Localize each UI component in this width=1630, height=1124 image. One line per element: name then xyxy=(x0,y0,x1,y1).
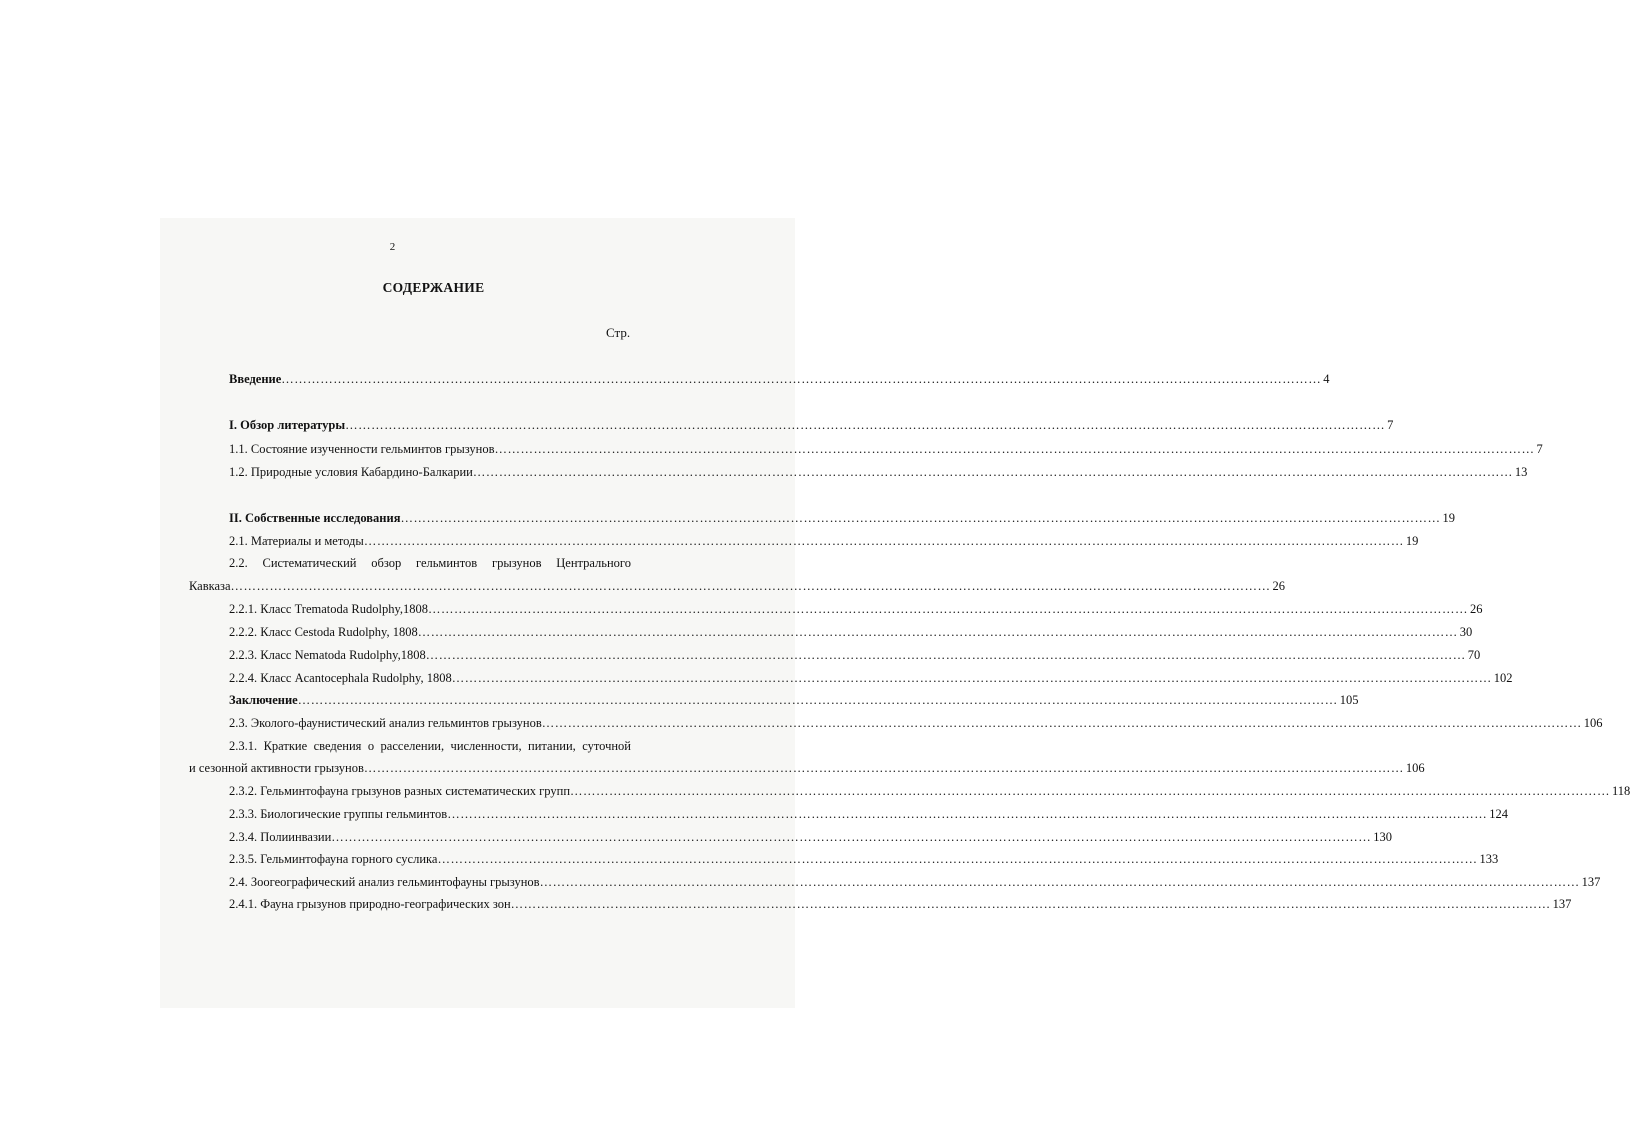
page-column-label: Стр. xyxy=(606,325,631,340)
toc-entry-page: 70 xyxy=(1467,648,1481,662)
toc-entry-2-2-1[interactable] xyxy=(229,601,1483,617)
toc-entry-page: 106 xyxy=(1405,761,1425,775)
leader-dots: …………………………………………………………………………………………………………………………………………………………………………………………………………………… xyxy=(230,579,1271,593)
toc-entry-page: 26 xyxy=(1272,579,1286,593)
toc-entry-text: 2.3.3. Биологические группы гельминтов xyxy=(229,807,448,821)
toc-entry-2-3-1-line2[interactable] xyxy=(189,760,1425,776)
page-number: 2 xyxy=(389,241,396,253)
toc-entry-text: 2.3.5. Гельминтофауна горного суслика xyxy=(229,852,438,866)
leader-dots: …………………………………………………………………………………………………………………………………………………………………………………………………………………… xyxy=(345,418,1386,432)
toc-entry-text: 2.2.3. Класс Nematoda Rudolphy,1808 xyxy=(229,648,426,662)
toc-entry-text: Введение xyxy=(229,372,282,386)
toc-entry-text: и сезонной активности грызунов xyxy=(189,761,364,775)
leader-dots: …………………………………………………………………………………………………………………………………………………………………………………………………………………… xyxy=(363,534,1404,548)
page-title: СОДЕРЖАНИЕ xyxy=(382,280,485,295)
toc-entry-2-2-4[interactable] xyxy=(229,670,1513,686)
toc-entry-page: 106 xyxy=(1583,716,1603,730)
toc-entry-page: 7 xyxy=(1536,442,1543,456)
toc-entry-page: 26 xyxy=(1470,602,1483,616)
toc-entry-page: 133 xyxy=(1479,852,1499,866)
toc-entry-text: II. Собственные исследования xyxy=(229,511,401,525)
toc-entry-text: 2.4.1. Фауна грызунов природно-географических зон xyxy=(229,897,511,911)
toc-entry-text: Заключение xyxy=(229,693,298,707)
toc-entry-text: Кавказа xyxy=(189,579,231,593)
toc-entry-page: 105 xyxy=(1339,693,1359,707)
toc-entry-page: 118 xyxy=(1612,784,1630,798)
toc-entry-text: 2.1. Материалы и методы xyxy=(229,534,364,548)
toc-entry-page: 130 xyxy=(1373,830,1393,844)
toc-entry-2-3-4[interactable] xyxy=(229,829,1393,845)
toc-entry-page: 4 xyxy=(1323,372,1330,386)
toc-entry-2-3[interactable] xyxy=(229,715,1603,731)
toc-entry-page: 7 xyxy=(1387,418,1394,432)
toc-entry-2-2-line2[interactable] xyxy=(189,578,1286,594)
toc-entry-text: 2.2.4. Класс Acantocephala Rudolphy, 1808 xyxy=(229,671,452,685)
leader-dots: …………………………………………………………………………………………………………………………………………………………………………………………………………………… xyxy=(400,511,1441,525)
toc-entry-text: 2.3.2. Гельминтофауна грызунов разных систематических групп xyxy=(229,784,571,798)
toc-entry-text: I. Обзор литературы xyxy=(229,418,346,432)
leader-dots: …………………………………………………………………………………………………………………………………………………………………………………………………………………… xyxy=(541,716,1582,730)
toc-entry-page: 13 xyxy=(1514,465,1528,479)
toc-entry-2-1[interactable] xyxy=(229,533,1419,549)
toc-entry-2-4[interactable] xyxy=(229,874,1601,890)
toc-entry-text: 1.1. Состояние изученности гельминтов грызунов xyxy=(229,442,495,456)
toc-entry-2-2-3[interactable] xyxy=(229,647,1481,663)
toc-entry-2-2-2[interactable] xyxy=(229,624,1473,640)
leader-dots: …………………………………………………………………………………………………………………………………………………………………………………………………………………… xyxy=(451,671,1492,685)
toc-entry-chapter-2[interactable] xyxy=(229,510,1455,526)
toc-entry-page: 19 xyxy=(1405,534,1419,548)
toc-entry-2-3-1-line1[interactable]: 2.3.1. Краткие сведения о расселении, численности, питании, суточной xyxy=(229,739,631,753)
toc-entry-page: 102 xyxy=(1493,671,1513,685)
toc-entry-text: 2.3.4. Полиинвазии xyxy=(229,830,332,844)
leader-dots: …………………………………………………………………………………………………………………………………………………………………………………………………………………… xyxy=(281,372,1322,386)
toc-entry-2-2-line1[interactable]: 2.2. Систематический обзор гельминтов грызунов Центрального xyxy=(229,556,631,570)
leader-dots: …………………………………………………………………………………………………………………………………………………………………………………………………………………… xyxy=(331,830,1372,844)
leader-dots: …………………………………………………………………………………………………………………………………………………………………………………………………………………… xyxy=(437,852,1478,866)
toc-entry-text: 1.2. Природные условия Кабардино-Балкарии xyxy=(229,465,473,479)
toc-entry-2-4-1[interactable] xyxy=(229,896,1572,912)
toc-entry-chapter-1[interactable] xyxy=(229,417,1394,433)
toc-entry-text: 2.4. Зоогеографический анализ гельминтофауны грызунов xyxy=(229,875,540,889)
leader-dots: …………………………………………………………………………………………………………………………………………………………………………………………………………………… xyxy=(539,875,1580,889)
leader-dots: …………………………………………………………………………………………………………………………………………………………………………………………………………………… xyxy=(510,897,1551,911)
leader-dots: …………………………………………………………………………………………………………………………………………………………………………………………………………………… xyxy=(428,602,1469,616)
toc-entry-page: 124 xyxy=(1489,807,1508,821)
toc-entry-1-1[interactable] xyxy=(229,441,1543,457)
toc-entry-page: 137 xyxy=(1581,875,1601,889)
toc-entry-text: 2.3. Эколого-фаунистический анализ гельминтов грызунов xyxy=(229,716,542,730)
toc-entry-conclusion[interactable] xyxy=(229,692,1359,708)
toc-entry-intro[interactable] xyxy=(229,371,1330,387)
toc-entry-page: 137 xyxy=(1552,897,1572,911)
leader-dots: …………………………………………………………………………………………………………………………………………………………………………………………………………………… xyxy=(363,761,1404,775)
toc-entry-text: 2.2.2. Класс Cestoda Rudolphy, 1808 xyxy=(229,625,418,639)
leader-dots: …………………………………………………………………………………………………………………………………………………………………………………………………………………… xyxy=(297,693,1338,707)
toc-entry-2-3-5[interactable] xyxy=(229,851,1499,867)
leader-dots: …………………………………………………………………………………………………………………………………………………………………………………………………………………… xyxy=(425,648,1466,662)
toc-entry-1-2[interactable] xyxy=(229,464,1528,480)
toc-entry-page: 30 xyxy=(1459,625,1473,639)
leader-dots: …………………………………………………………………………………………………………………………………………………………………………………………………………………… xyxy=(417,625,1458,639)
toc-entry-page: 19 xyxy=(1442,511,1455,525)
toc-entry-text: 2.2.1. Класс Trematoda Rudolphy,1808 xyxy=(229,602,429,616)
leader-dots: …………………………………………………………………………………………………………………………………………………………………………………………………………………… xyxy=(472,465,1513,479)
leader-dots: …………………………………………………………………………………………………………………………………………………………………………………………………………………… xyxy=(570,784,1611,798)
leader-dots: …………………………………………………………………………………………………………………………………………………………………………………………………………………… xyxy=(447,807,1488,821)
leader-dots: …………………………………………………………………………………………………………………………………………………………………………………………………………………… xyxy=(494,442,1535,456)
toc-entry-2-3-3[interactable] xyxy=(229,806,1508,822)
toc-entry-2-3-2[interactable] xyxy=(229,783,1630,799)
